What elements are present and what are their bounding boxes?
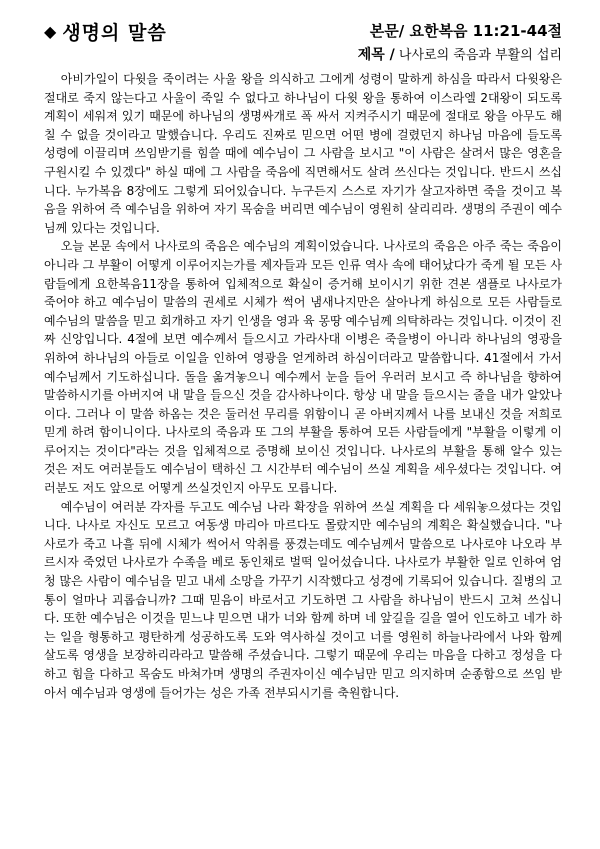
section-title: 생명의 말씀 [62,22,167,44]
paragraph-2: 오늘 본문 속에서 나사로의 죽음은 예수님의 계획이었습니다. 나사로의 죽음은 아주 죽는 죽음이 아니라 그 부활이 어떻게 이루어지는가를 제자들과 모든 인류 역사 속에 태어났다가 죽게 될 모든 사람들에게 요한복음11장을 통하여 입체적으로 확실이 증거해 보이시기 위한 견본 샘플로 나사로가 죽어야 하고 예수님이 말씀의 권세로 시체가 썩어 냄새나지만은 살아나게 하심으로 모든 사람들로 예수님의 말씀을 믿고 회개하고 자기 인생을 영과 육 몽땅 예수님께 의탁하라는 것입니다. 이것이 진짜 신앙입니다. 4절에 보면 예수께서 들으시고 가라사대 이병은 죽을병이 아니라 하나님의 영광을 위하여 하나님의 아들로 이일을 인하여 영광을 얻게하려 하심이더라고 말씀합니다. 41절에서 가서 예수님께서 기도하십니다. 돌을 옮겨놓으니 예수께서 눈을 들어 우러러 보시고 즉 하나님을 향하여 말씀하시기를 아버지여 내 말을 들으신 것을 감사하나이다. 항상 내 말을 들으시는 줄을 내가 알았나이다. 그러나 이 말씀 하옴는 것은 둘러선 무리를 위함이니 곧 아버지께서 나를 보내신 것을 저희로 믿게 하려 함이니이다. 나사로의 죽음과 또 그의 부활을 통하여 모든 사람들에게 "부활을 이렇게 이루어지는 것이다"라는 것을 입체적으로 증명해 보이신 것입니다. 나사로의 부활을 통해 알수 있는 것은 저도 여러분들도 예수님이 택하신 그 시간부터 예수님이 쓰실 계획을 세우셨다는 것입니다. 여러분도 저도 앞으로 어떻게 쓰실것인지 아무도 모릅니다. [44,239,562,496]
sermon-title: 나사로의 죽음과 부활의 섭리 [398,48,562,63]
diamond-icon: ◆ [44,21,57,41]
section-header [44,18,167,45]
scripture-reference: 본문/ 요한복음 11:21-44절 [369,22,562,40]
paragraph-1: 아비가일이 다윗을 죽이려는 사울 왕을 의식하고 그에게 성령이 말하게 하심을 따라서 다윗왕은 절대로 죽지 않는다고 사울이 죽일 수 없다고 하나님이 다윗 왕을 통하여 이스라엘 2대왕이 되도록 계획이 세워져 있기 때문에 하나님의 생명싸개로 폭 싸서 지켜주시기 때문에 절대로 왕을 아무도 해칠 수 없을 것이라고 말했습니다. 우리도 진짜로 믿으면 어떤 병에 걸렸던지 하나님 마음에 들도록 성령에 이끌리며 쓰임받기를 힘쓸 때에 예수님이 그 사람을 보시고 "이 사람은 살려서 많은 영혼을 구원시킬 수 있겠다" 하실 때에 그 사람을 죽음에 직면해서도 살려 쓰신다는 것입니다. 반드시 쓰십니다. 누가복음 8장에도 그렇게 되어있습니다. 누구든지 스스로 자기가 살고자하면 죽을 것이고 복음을 위하여 즉 예수님을 위하여 자기 목숨을 버리면 예수님이 영원히 살리리라. 생명의 주권이 예수님께 있다는 것입니다. [44,72,562,235]
title-label: 제목 / [357,47,395,63]
paragraph-3: 예수님이 여러분 각자를 두고도 예수님 나라 확장을 위하여 쓰실 계획을 다 세워놓으셨다는 것입니다. 나사로 자신도 모르고 여동생 마리아 마르다도 몰랐지만 예수님의 계획은 확실했습니다. "나사로가 죽고 나흘 뒤에 시체가 썩어서 악취를 풍겼는데도 예수님께서 말씀으로 나사로야 나오라 부르시자 죽었던 나사로가 수족을 베로 동인채로 벌떡 일어섰습니다. 나사로가 부활한 일로 인하여 엄청 많은 사람이 예수님을 믿고 내세 소망을 가꾸기 시작했다고 성경에 기록되어 있습니다. 질병의 고통이 얼마나 괴롭습니까? 그때 믿음이 바로서고 기도하면 그 사람을 하나님이 반드시 고쳐 쓰십니다. 또한 예수님은 이것을 믿느냐 믿으면 내가 너와 함께 하며 네 앞길을 길을 열어 인도하고 네가 하는 일을 형통하고 평탄하게 성공하도록 도와 역사하실 것이고 너를 영원히 하늘나라에서 나와 함께 살도록 영생을 보장하리라라고 말씀해 주셨습니다. 그렇기 때문에 우리는 마음을 다하고 정성을 다하고 힘을 다하고 목숨도 바쳐가며 생명의 주권자이신 예수님만 믿고 의지하며 순종함으로 쓰임 받아서 예수님과 영생에 들어가는 성은 가족 전부되시기를 축원합니다. [44,499,562,700]
sermon-title-line [358,44,562,64]
sermon-body [44,70,562,702]
